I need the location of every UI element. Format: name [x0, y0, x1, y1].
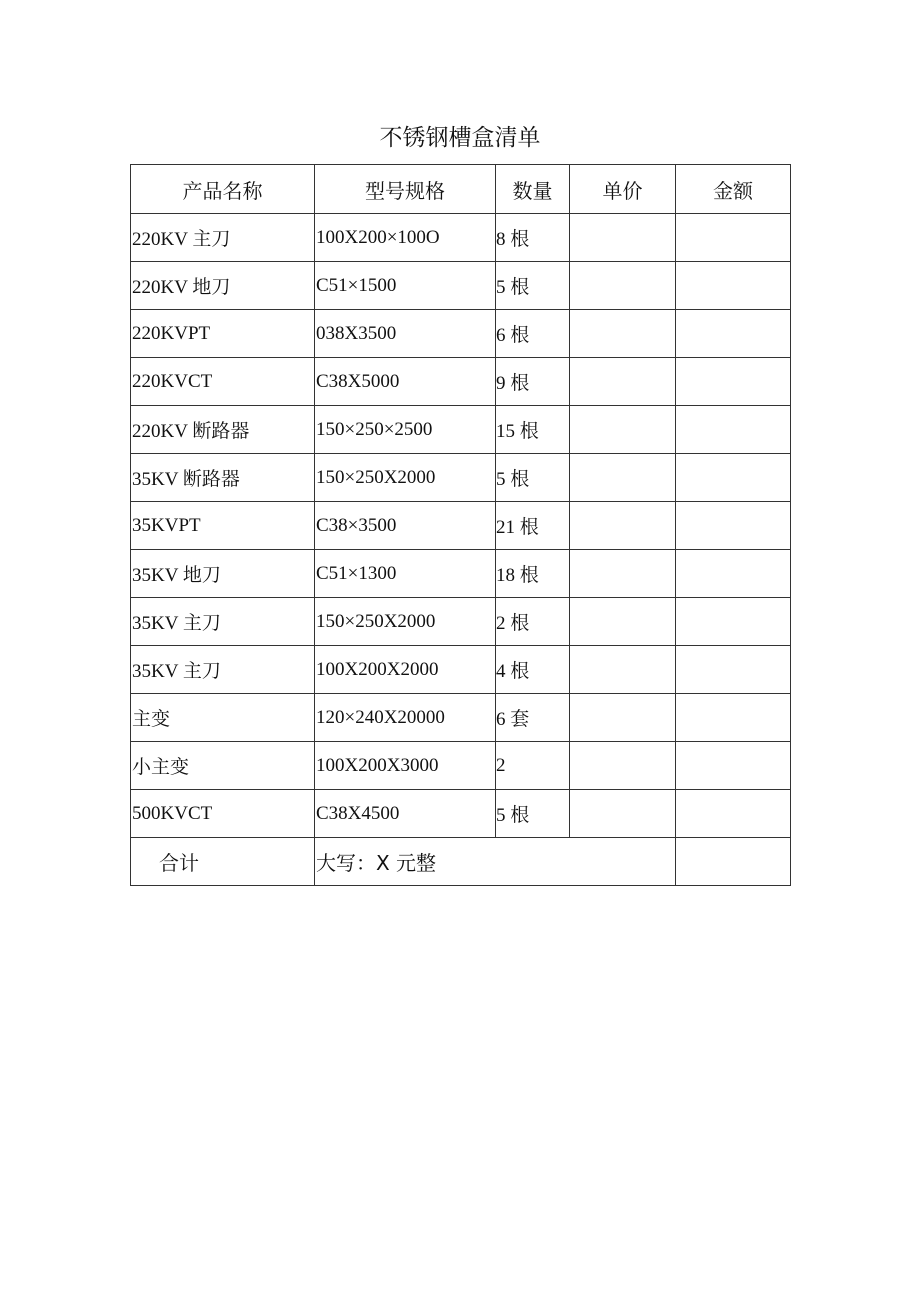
- inventory-table: [130, 164, 791, 886]
- cell-amount: [676, 550, 791, 598]
- cell-qty: 5 根: [496, 262, 570, 310]
- cell-price: [570, 742, 676, 790]
- cell-qty: 5 根: [496, 454, 570, 502]
- cell-amount: [676, 406, 791, 454]
- cell-amount: [676, 502, 791, 550]
- cell-qty: 2 根: [496, 598, 570, 646]
- cell-name: 500KVCT: [131, 790, 315, 838]
- cell-spec: 150×250X2000: [315, 454, 496, 502]
- cell-spec: 150×250×2500: [315, 406, 496, 454]
- cell-amount: [676, 214, 791, 262]
- table-row: [131, 646, 791, 694]
- table-row: [131, 502, 791, 550]
- cell-qty: 2: [496, 742, 570, 790]
- cell-spec: C51×1500: [315, 262, 496, 310]
- cell-price: [570, 790, 676, 838]
- cell-spec: C38X5000: [315, 358, 496, 406]
- cell-amount: [676, 598, 791, 646]
- cell-spec: 120×240X20000: [315, 694, 496, 742]
- cell-price: [570, 598, 676, 646]
- cell-qty: 6 根: [496, 310, 570, 358]
- cell-name: 220KV 主刀: [131, 214, 315, 262]
- cell-amount: [676, 646, 791, 694]
- cell-name: 35KV 断路器: [131, 454, 315, 502]
- cell-name: 220KV 地刀: [131, 262, 315, 310]
- header-amount: 金额: [676, 165, 791, 214]
- cell-qty: 18 根: [496, 550, 570, 598]
- header-unit-price: 单价: [570, 165, 676, 214]
- total-label: 合计: [131, 838, 315, 886]
- cell-spec: 100X200X3000: [315, 742, 496, 790]
- table-row: [131, 550, 791, 598]
- cell-qty: 5 根: [496, 790, 570, 838]
- cell-spec: 038X3500: [315, 310, 496, 358]
- table-row: [131, 310, 791, 358]
- cell-qty: 9 根: [496, 358, 570, 406]
- cell-amount: [676, 454, 791, 502]
- cell-price: [570, 454, 676, 502]
- cell-price: [570, 358, 676, 406]
- document-title: 不锈钢槽盒清单: [379, 125, 541, 151]
- cell-price: [570, 646, 676, 694]
- cell-amount: [676, 790, 791, 838]
- cell-name: 小主变: [131, 742, 315, 790]
- header-quantity: 数量: [496, 165, 570, 214]
- cell-amount: [676, 310, 791, 358]
- table-row: [131, 790, 791, 838]
- header-row: [131, 165, 791, 214]
- cell-price: [570, 310, 676, 358]
- total-capital-amount: 大写：X 元整: [315, 838, 676, 886]
- cell-price: [570, 694, 676, 742]
- cell-qty: 8 根: [496, 214, 570, 262]
- cell-price: [570, 262, 676, 310]
- cell-name: 35KV 主刀: [131, 598, 315, 646]
- cell-qty: 4 根: [496, 646, 570, 694]
- header-product-name: 产品名称: [131, 165, 315, 214]
- cell-name: 35KVPT: [131, 502, 315, 550]
- table-row: [131, 358, 791, 406]
- cell-spec: 100X200X2000: [315, 646, 496, 694]
- table-row: [131, 406, 791, 454]
- total-amount: [676, 838, 791, 886]
- cell-amount: [676, 694, 791, 742]
- cell-name: 主变: [131, 694, 315, 742]
- cell-price: [570, 550, 676, 598]
- cell-spec: C38X4500: [315, 790, 496, 838]
- cell-amount: [676, 262, 791, 310]
- cell-name: 35KV 主刀: [131, 646, 315, 694]
- cell-name: 220KV 断路器: [131, 406, 315, 454]
- cell-spec: C51×1300: [315, 550, 496, 598]
- cell-price: [570, 214, 676, 262]
- cell-spec: 150×250X2000: [315, 598, 496, 646]
- cell-spec: C38×3500: [315, 502, 496, 550]
- table-row: [131, 742, 791, 790]
- cell-price: [570, 502, 676, 550]
- table-row: [131, 454, 791, 502]
- cell-qty: 6 套: [496, 694, 570, 742]
- cell-price: [570, 406, 676, 454]
- table-row: [131, 214, 791, 262]
- table-row: [131, 694, 791, 742]
- cell-amount: [676, 742, 791, 790]
- cell-amount: [676, 358, 791, 406]
- header-spec: 型号规格: [315, 165, 496, 214]
- cell-name: 220KVPT: [131, 310, 315, 358]
- cell-spec: 100X200×100O: [315, 214, 496, 262]
- total-row: [131, 838, 791, 886]
- cell-qty: 21 根: [496, 502, 570, 550]
- cell-qty: 15 根: [496, 406, 570, 454]
- cell-name: 220KVCT: [131, 358, 315, 406]
- cell-name: 35KV 地刀: [131, 550, 315, 598]
- table-row: [131, 262, 791, 310]
- table-row: [131, 598, 791, 646]
